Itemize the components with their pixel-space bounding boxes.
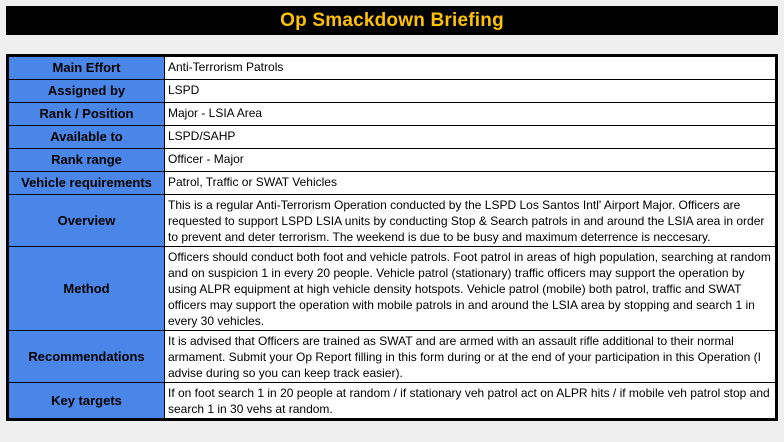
title-bar xyxy=(6,6,778,35)
table-row-overview xyxy=(9,195,776,247)
row-value-key-targets[interactable]: If on foot search 1 in 20 people at random / if stationary veh patrol act on ALPR hits / if mobile veh patrol stop and search 1 in 30 vehs at random. xyxy=(165,383,776,419)
row-label-recommendations: Recommendations xyxy=(9,331,165,383)
row-value-assigned-by[interactable]: LSPD xyxy=(165,80,776,103)
row-value-available-to[interactable]: LSPD/SAHP xyxy=(165,126,776,149)
row-value-method[interactable]: Officers should conduct both foot and vehicle patrols. Foot patrol in areas of high population, searching at random and on suspicion 1 in every 20 people. Vehicle patrol (stationary) traffic officers may support the operation by using ALPR equipment at high vehicle density hotspots. Vehicle patrol (mobile) both patrol, traffic and SWAT officers may support the operation with mobile patrols in and around the LSIA area by stopping and search 1 in every 30 vehicles. xyxy=(165,247,776,331)
table-row-main-effort xyxy=(9,57,776,80)
table-row-rank-range xyxy=(9,149,776,172)
table-row-key-targets xyxy=(9,383,776,419)
row-label-rank-position: Rank / Position xyxy=(9,103,165,126)
row-label-available-to: Available to xyxy=(9,126,165,149)
table-row-vehicle-requirements xyxy=(9,172,776,195)
page-title: Op Smackdown Briefing xyxy=(280,9,504,31)
row-label-rank-range: Rank range xyxy=(9,149,165,172)
row-label-assigned-by: Assigned by xyxy=(9,80,165,103)
row-value-main-effort[interactable]: Anti-Terrorism Patrols xyxy=(165,57,776,80)
row-label-key-targets: Key targets xyxy=(9,383,165,419)
row-value-rank-range[interactable]: Officer - Major xyxy=(165,149,776,172)
table-row-rank-position xyxy=(9,103,776,126)
row-value-overview[interactable]: This is a regular Anti-Terrorism Operation conducted by the LSPD Los Santos Intl' Airport Major. Officers are requested to support LSPD LSIA units by conducting Stop & Search patrols in and around the LSIA area in order to prevent and deter terrorism. The weekend is due to be busy and maximum deterrence is neccesary. xyxy=(165,195,776,247)
table-row-available-to xyxy=(9,126,776,149)
row-value-vehicle-requirements[interactable]: Patrol, Traffic or SWAT Vehicles xyxy=(165,172,776,195)
row-label-main-effort: Main Effort xyxy=(9,57,165,80)
row-value-rank-position[interactable]: Major - LSIA Area xyxy=(165,103,776,126)
row-label-vehicle-requirements: Vehicle requirements xyxy=(9,172,165,195)
briefing-table xyxy=(8,56,776,419)
table-row-recommendations xyxy=(9,331,776,383)
row-label-method: Method xyxy=(9,247,165,331)
table-row-method xyxy=(9,247,776,331)
table-row-assigned-by xyxy=(9,80,776,103)
row-label-overview: Overview xyxy=(9,195,165,247)
briefing-table-container xyxy=(6,54,778,421)
row-value-recommendations[interactable]: It is advised that Officers are trained as SWAT and are armed with an assault rifle additional to their normal armament. Submit your Op Report filling in this form during or at the end of your participation in this Operation (I advise during so you can keep track easier). xyxy=(165,331,776,383)
